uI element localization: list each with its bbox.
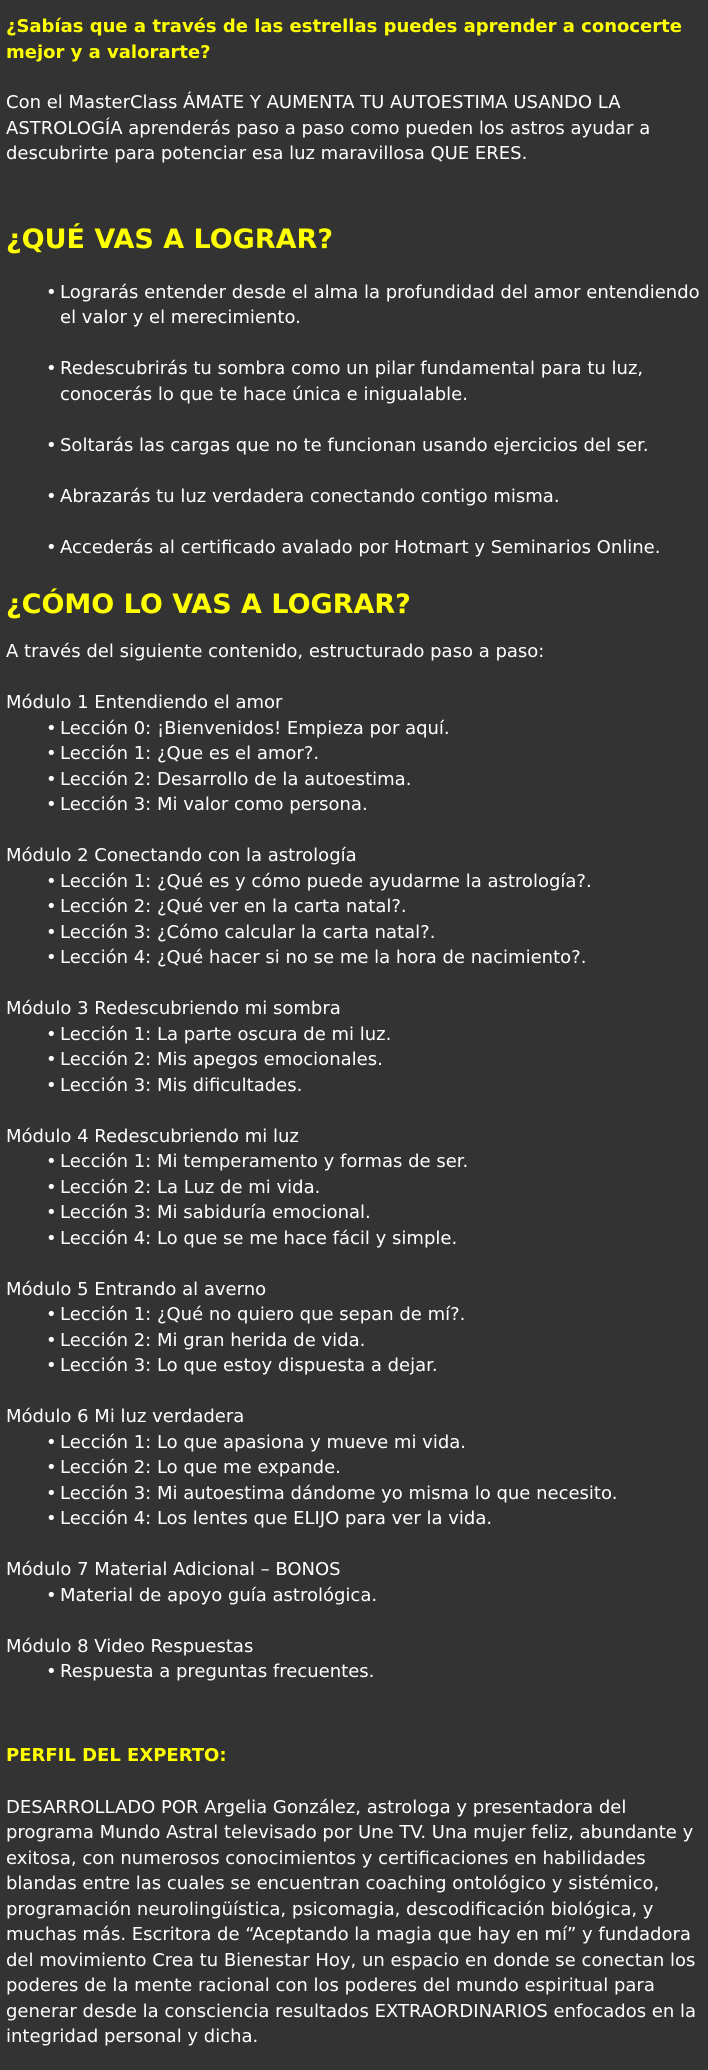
- lesson-item: • Lección 3: Mi sabiduría emocional.: [46, 1200, 701, 1226]
- lesson-list: [6, 1149, 701, 1251]
- lesson-item: • Lección 3: Mi valor como persona.: [46, 792, 701, 818]
- module-5: [6, 1277, 701, 1379]
- module-3: [6, 996, 701, 1098]
- goals-list: [6, 280, 701, 561]
- module-title: Módulo 2 Conectando con la astrología: [6, 845, 357, 866]
- module-title: Módulo 3 Redescubriendo mi sombra: [6, 998, 341, 1019]
- lesson-item: • Lección 4: ¿Qué hacer si no se me la hora de nacimiento?.: [46, 945, 701, 971]
- lesson-item: • Lección 1: La parte oscura de mi luz.: [46, 1022, 701, 1048]
- lesson-item: • Lección 1: ¿Qué es y cómo puede ayudarme la astrología?.: [46, 869, 701, 895]
- lesson-list: [6, 1022, 701, 1099]
- module-title: Módulo 8 Video Respuestas: [6, 1635, 254, 1657]
- module-title: Módulo 1 Entendiendo el amor: [6, 692, 283, 713]
- lesson-list: [6, 716, 701, 818]
- goal-item: • Abrazarás tu luz verdadera conectando contigo misma.: [46, 484, 701, 510]
- lesson-item: • Lección 2: La Luz de mi vida.: [46, 1175, 701, 1201]
- lesson-item: • Lección 2: ¿Qué ver en la carta natal?.: [46, 894, 701, 920]
- lesson-item: • Lección 2: Mi gran herida de vida.: [46, 1328, 701, 1354]
- lesson-item: • Lección 3: ¿Cómo calcular la carta natal?.: [46, 920, 701, 946]
- module-2: [6, 843, 701, 971]
- lesson-item: • Lección 1: ¿Qué no quiero que sepan de mí?.: [46, 1302, 701, 1328]
- lesson-list: [6, 1659, 701, 1685]
- lesson-item: • Lección 1: Lo que apasiona y mueve mi vida.: [46, 1430, 701, 1456]
- module-title: Módulo 4 Redescubriendo mi luz: [6, 1125, 299, 1147]
- goal-item: • Lograrás entender desde el alma la profundidad del amor entendiendo el valor y el merecimiento.: [46, 280, 701, 331]
- module-title: Módulo 7 Material Adicional – BONOS: [6, 1559, 341, 1580]
- goals-heading: ¿QUÉ VAS A LOGRAR?: [6, 223, 333, 255]
- lesson-item: • Lección 2: Desarrollo de la autoestima.: [46, 767, 701, 793]
- intro-text: Con el MasterClass ÁMATE Y AUMENTA TU AUTOESTIMA USANDO LA ASTROLOGÍA aprenderás paso a paso como pueden los astros ayudar a descubrirte para potenciar esa luz maravillosa QUE ERES.: [6, 92, 651, 164]
- lesson-list: [6, 869, 701, 971]
- goal-item: • Soltarás las cargas que no te funcionan usando ejercicios del ser.: [46, 433, 701, 459]
- module-4: [6, 1124, 701, 1252]
- lesson-item: • Lección 2: Lo que me expande.: [46, 1455, 701, 1481]
- intro-question: ¿Sabías que a través de las estrellas puedes aprender a conocerte mejor y a valorarte?: [6, 16, 682, 63]
- lesson-item: • Lección 3: Mis dificultades.: [46, 1073, 701, 1099]
- lesson-list: [6, 1430, 701, 1532]
- method-heading: ¿CÓMO LO VAS A LOGRAR?: [6, 589, 411, 620]
- module-title: Módulo 5 Entrando al averno: [6, 1278, 267, 1300]
- expert-text: DESARROLLADO POR Argelia González, astrologa y presentadora del programa Mundo Astral televisado por Une TV. Una mujer feliz, abundante y exitosa, con numerosos conocimientos y certificaciones en habilidades blandas entre las cuales se encuentran coaching ontológico y sistémico, programación neurolingüística, psicomagia, descodificación biológica, y muchas más. Escritora de “Aceptando la magia que hay en mí” y fundadora del movimiento Crea tu Bienestar Hoy, un espacio en donde se conectan los poderes de la mente racional con los poderes del mundo espiritual para generar desde la consciencia resultados EXTRAORDINARIOS enfocados en la integridad personal y dicha.: [6, 1796, 697, 2047]
- lesson-item: • Lección 3: Mi autoestima dándome yo misma lo que necesito.: [46, 1481, 701, 1507]
- goal-item: • Redescubrirás tu sombra como un pilar fundamental para tu luz, conocerás lo que te hace única e inigualable.: [46, 356, 701, 407]
- lesson-list: [6, 1302, 701, 1379]
- lesson-item: • Lección 1: ¿Que es el amor?.: [46, 741, 701, 767]
- module-7: [6, 1557, 701, 1608]
- expert-heading: PERFIL DEL EXPERTO:: [6, 1744, 227, 1766]
- lesson-item: • Respuesta a preguntas frecuentes.: [46, 1659, 701, 1685]
- module-8: [6, 1634, 701, 1685]
- module-6: [6, 1404, 701, 1532]
- method-intro: A través del siguiente contenido, estructurado paso a paso:: [6, 641, 545, 662]
- lesson-item: • Lección 1: Mi temperamento y formas de ser.: [46, 1149, 701, 1175]
- lesson-item: • Lección 3: Lo que estoy dispuesta a dejar.: [46, 1353, 701, 1379]
- lesson-item: • Lección 2: Mis apegos emocionales.: [46, 1047, 701, 1073]
- lesson-item: • Lección 0: ¡Bienvenidos! Empieza por aquí.: [46, 716, 701, 742]
- lesson-list: [6, 1583, 701, 1609]
- module-title: Módulo 6 Mi luz verdadera: [6, 1406, 245, 1427]
- lesson-item: • Material de apoyo guía astrológica.: [46, 1583, 701, 1609]
- goal-item: • Accederás al certificado avalado por Hotmart y Seminarios Online.: [46, 535, 701, 561]
- module-1: [6, 690, 701, 818]
- lesson-item: • Lección 4: Los lentes que ELIJO para ver la vida.: [46, 1506, 701, 1532]
- lesson-item: • Lección 4: Lo que se me hace fácil y simple.: [46, 1226, 701, 1252]
